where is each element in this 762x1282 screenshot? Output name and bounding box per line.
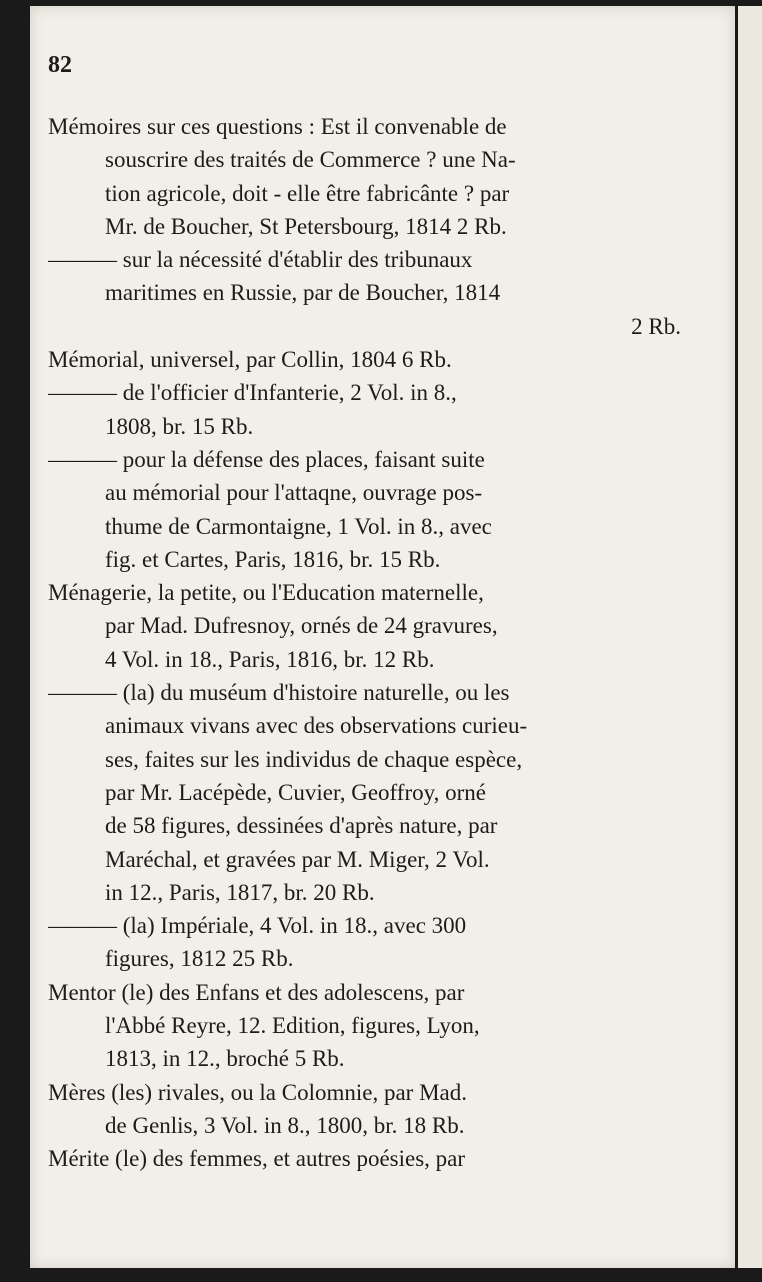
catalogue-line: Mérite (le) des femmes, et autres poésies, par — [48, 1146, 466, 1172]
catalogue-line: 1813, in 12., broché 5 Rb. — [105, 1046, 345, 1072]
catalogue-line: Mémoires sur ces questions : Est il convenable de — [48, 114, 507, 139]
catalogue-line: ——— de l'officier d'Infanterie, 2 Vol. in 8., — [48, 380, 457, 406]
catalogue-line: souscrire des traités de Commerce ? une Na- — [105, 147, 516, 173]
catalogue-line: 2 Rb. — [631, 313, 681, 339]
catalogue-line: de Genlis, 3 Vol. in 8., 1800, br. 18 Rb. — [105, 1112, 465, 1138]
catalogue-line: ——— (la) du muséum d'histoire naturelle, ou les — [48, 680, 510, 706]
catalogue-line: tion agricole, doit - elle être fabricânte ? par — [105, 180, 510, 206]
catalogue-line: Mr. de Boucher, St Petersbourg, 1814 2 Rb. — [105, 213, 507, 239]
catalogue-line: de 58 figures, dessinées d'après nature, par — [105, 813, 498, 839]
catalogue-line: thume de Carmontaigne, 1 Vol. in 8., avec — [105, 513, 492, 539]
catalogue-line: ——— sur la nécessité d'établir des tribunaux — [48, 247, 473, 273]
catalogue-line: in 12., Paris, 1817, br. 20 Rb. — [105, 879, 375, 905]
catalogue-line: ——— pour la défense des places, faisant suite — [48, 446, 485, 472]
catalogue-line: l'Abbé Reyre, 12. Edition, figures, Lyon, — [105, 1013, 480, 1039]
catalogue-line: par Mad. Dufresnoy, ornés de 24 gravures, — [105, 613, 498, 639]
catalogue-line: fig. et Cartes, Paris, 1816, br. 15 Rb. — [105, 546, 441, 572]
catalogue-line: ——— (la) Impériale, 4 Vol. in 18., avec 300 — [48, 913, 467, 939]
catalogue-line: au mémorial pour l'attaqne, ouvrage pos- — [105, 480, 483, 506]
catalogue-line: 4 Vol. in 18., Paris, 1816, br. 12 Rb. — [105, 646, 435, 672]
catalogue-line: ses, faites sur les individus de chaque espèce, — [105, 746, 523, 772]
catalogue-line: animaux vivans avec des observations curieu- — [105, 713, 528, 739]
catalogue-line: maritimes en Russie, par de Boucher, 1814 — [105, 280, 501, 306]
catalogue-line: Maréchal, et gravées par M. Miger, 2 Vol. — [105, 846, 490, 872]
catalogue-entries — [48, 110, 681, 1176]
catalogue-line: Mentor (le) des Enfans et des adolescens, par — [48, 979, 465, 1005]
next-page-edge — [738, 6, 762, 1268]
catalogue-line: Mémorial, universel, par Collin, 1804 6 Rb. — [48, 347, 452, 373]
catalogue-line: Mères (les) rivales, ou la Colomnie, par Mad. — [48, 1079, 467, 1105]
catalogue-line: Ménagerie, la petite, ou l'Education maternelle, — [48, 580, 484, 606]
catalogue-line: 1808, br. 15 Rb. — [105, 413, 254, 439]
catalogue-line: figures, 1812 25 Rb. — [105, 946, 294, 972]
page-number: 82 — [48, 52, 72, 78]
catalogue-line: par Mr. Lacépède, Cuvier, Geoffroy, orné — [105, 779, 486, 805]
